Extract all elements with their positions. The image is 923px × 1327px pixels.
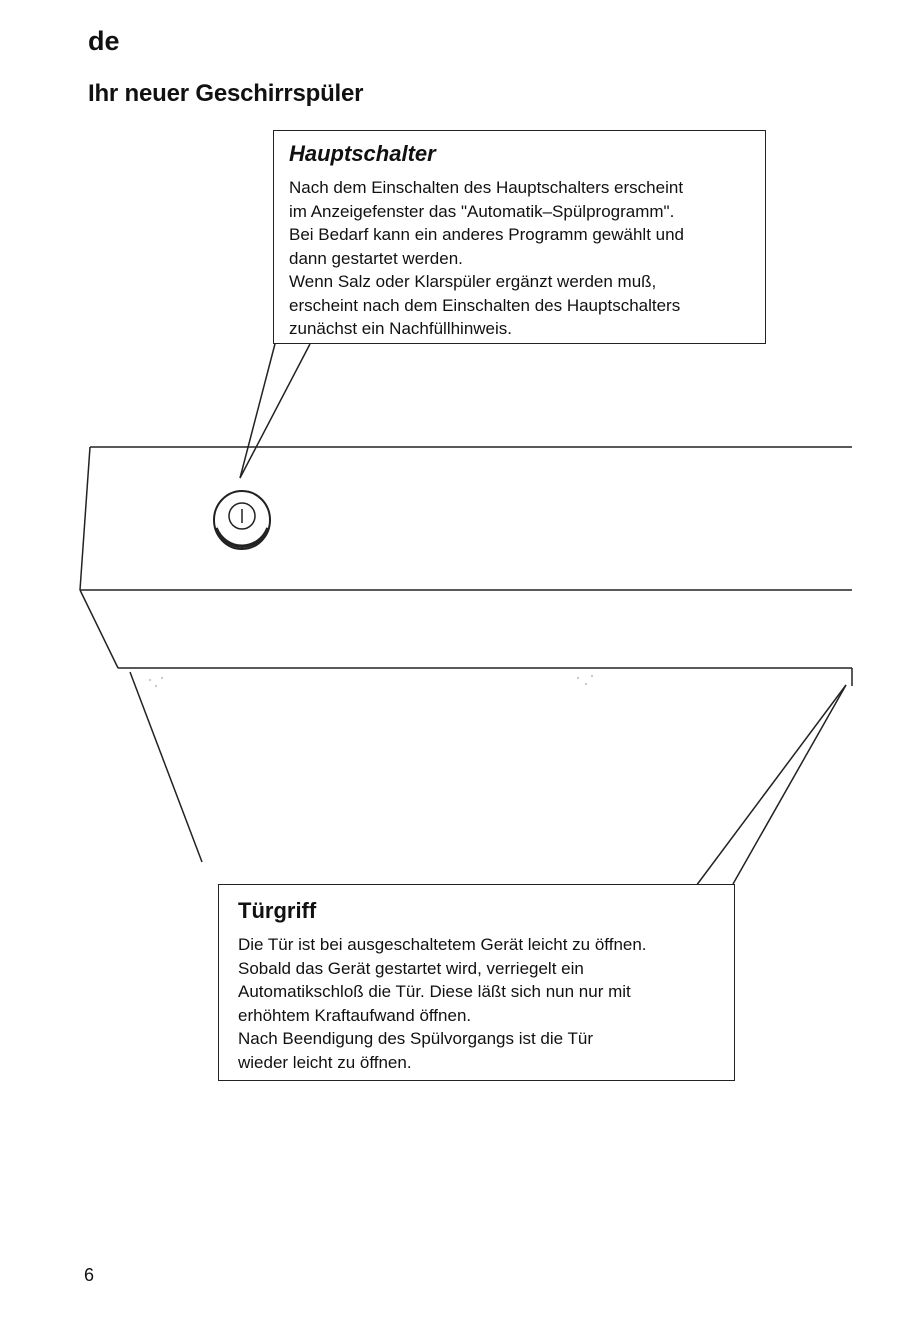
page-title: Ihr neuer Geschirrspüler xyxy=(88,80,364,107)
page-number: 6 xyxy=(84,1265,95,1285)
callout-main-switch xyxy=(273,130,766,344)
callout-line: erhöhtem Kraftaufwand öffnen. xyxy=(238,1005,472,1025)
callout-line: Automatikschloß die Tür. Diese läßt sich nun nur mit xyxy=(238,982,631,1001)
callout-line: im Anzeigefenster das "Automatik–Spülprogramm". xyxy=(289,201,675,221)
callout-line: zunächst ein Nachfüllhinweis. xyxy=(289,319,513,338)
print-speckle xyxy=(149,675,593,687)
callout-heading: Hauptschalter xyxy=(289,141,436,166)
callout-heading: Türgriff xyxy=(238,898,317,923)
callout-door-handle xyxy=(218,884,735,1081)
callout-line: Die Tür ist bei ausgeschaltetem Gerät leicht zu öffnen. xyxy=(238,935,647,954)
callout-line: Wenn Salz oder Klarspüler ergänzt werden muß, xyxy=(289,272,657,291)
callout-line: wieder leicht zu öffnen. xyxy=(238,1052,412,1072)
language-code: de xyxy=(88,26,120,56)
callout-line: Nach Beendigung des Spülvorgangs ist die Tür xyxy=(238,1029,594,1048)
callout-line: Bei Bedarf kann ein anderes Programm gewählt und xyxy=(289,225,685,244)
callout-line: erscheint nach dem Einschalten des Hauptschalters xyxy=(289,295,681,315)
callout-line: dann gestartet werden. xyxy=(289,248,463,268)
callout-line: Nach dem Einschalten des Hauptschalters erscheint xyxy=(289,178,684,197)
callout-line: Sobald das Gerät gestartet wird, verriegelt ein xyxy=(238,958,584,978)
power-button-icon xyxy=(214,491,270,549)
